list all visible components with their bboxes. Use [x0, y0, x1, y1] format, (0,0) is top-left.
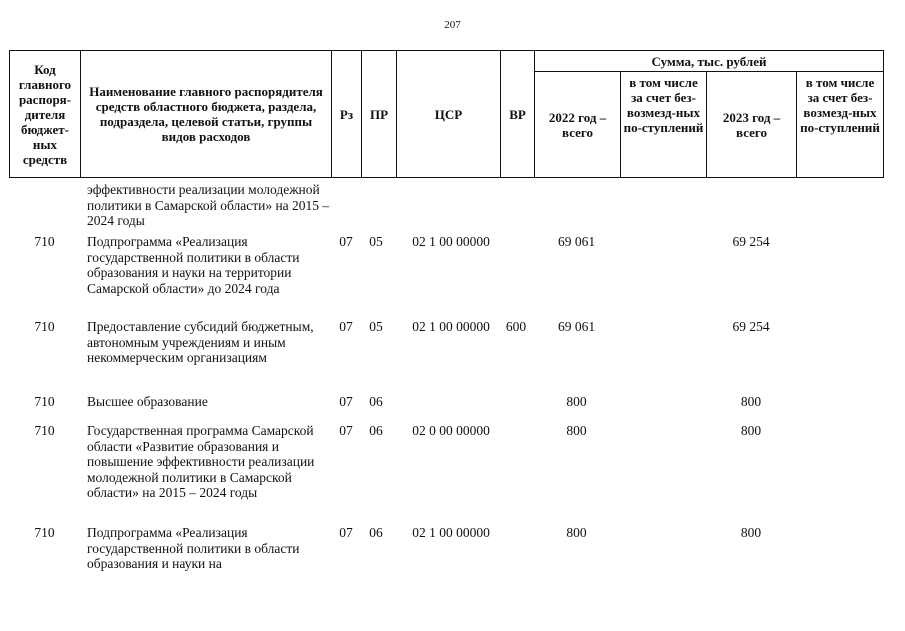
cell-rz: 07 [339, 423, 353, 438]
cell-code: 710 [34, 234, 55, 249]
header-name: Наименование главного распорядителя средств областного бюджета, раздела, подраздела, целевой статьи, группы видов расходов [81, 51, 332, 178]
cell-sum-2022: 800 [566, 423, 587, 438]
cell-code: 710 [34, 423, 55, 438]
cell-sum-2023: 69 254 [732, 319, 770, 334]
header-pr: ПР [362, 51, 397, 178]
header-code: Код главного распоря-дителя бюджет-ных средств [10, 51, 81, 178]
cell-code: 710 [34, 525, 55, 540]
cell-name: Высшее образование [87, 394, 208, 409]
cell-csr: 02 0 00 00000 [412, 423, 490, 438]
cell-rz: 07 [339, 234, 353, 249]
header-vr: ВР [501, 51, 535, 178]
cell-vr: 600 [505, 319, 527, 334]
header-2023-incl: в том числе за счет без-возмезд-ных по-ступлений [797, 72, 884, 178]
header-2022-total: 2022 год – всего [535, 72, 621, 178]
table-row [9, 319, 885, 394]
cell-name: Предоставление субсидий бюджетным, автономным учреждениям и иным некоммерческим организациям [87, 319, 314, 365]
cell-pr: 05 [369, 319, 383, 334]
cell-sum-2022: 800 [566, 525, 587, 540]
table-header [9, 50, 884, 178]
table-row [9, 182, 885, 234]
cell-sum-2022: 800 [566, 394, 587, 409]
table-row [9, 423, 885, 525]
cell-sum-2023: 69 254 [732, 234, 770, 249]
header-rz: Рз [332, 51, 362, 178]
cell-csr: 02 1 00 00000 [412, 525, 490, 540]
cell-sum-2023: 800 [740, 525, 762, 540]
table-row [9, 394, 885, 423]
cell-name: эффективности реализации молодежной политики в Самарской области» на 2015 – 2024 годы [87, 182, 330, 228]
cell-pr: 05 [369, 234, 383, 249]
cell-rz: 07 [339, 525, 353, 540]
cell-name: Подпрограмма «Реализация государственной политики в области образования и науки на [87, 525, 300, 571]
cell-name: Государственная программа Самарской области «Развитие образования и повышение эффективности реализации молодежной политики в Самарской области» на 2015 – 2024 годы [87, 423, 315, 500]
cell-name: Подпрограмма «Реализация государственной политики в области образования и науки на территории Самарской области» до 2024 года [87, 234, 300, 296]
cell-code: 710 [34, 319, 55, 334]
table-body [9, 182, 885, 575]
cell-code: 710 [34, 394, 55, 409]
cell-sum-2023: 800 [740, 423, 762, 438]
cell-pr: 06 [369, 394, 383, 409]
table-row [9, 525, 885, 575]
table-row [9, 234, 885, 319]
header-2023-total: 2023 год – всего [707, 72, 797, 178]
cell-pr: 06 [369, 525, 383, 540]
header-csr: ЦСР [397, 51, 501, 178]
cell-sum-2022: 69 061 [557, 234, 596, 249]
cell-csr: 02 1 00 00000 [412, 319, 490, 334]
cell-sum-2023: 800 [740, 394, 762, 409]
cell-sum-2022: 69 061 [557, 319, 596, 334]
cell-rz: 07 [339, 319, 353, 334]
header-sum: Сумма, тыс. рублей [535, 51, 884, 72]
page-number: 207 [444, 19, 461, 31]
cell-csr: 02 1 00 00000 [412, 234, 490, 249]
cell-pr: 06 [369, 423, 383, 438]
header-2022-incl: в том числе за счет без-возмезд-ных по-ступлений [621, 72, 707, 178]
cell-rz: 07 [339, 394, 353, 409]
